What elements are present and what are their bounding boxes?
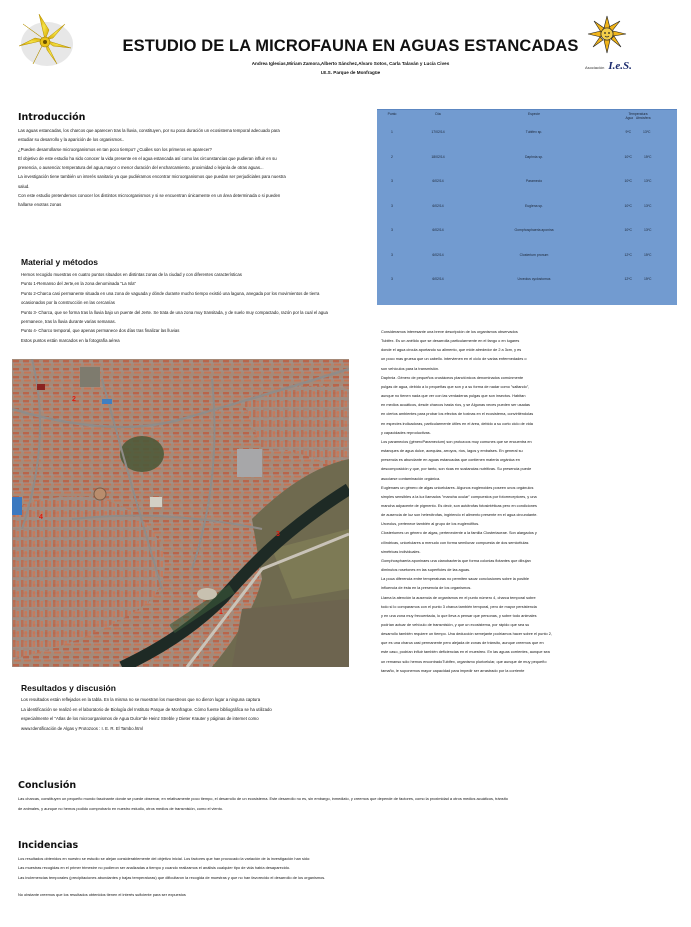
intro-heading: Introducción bbox=[18, 112, 86, 123]
th-atmosfera: Atmósfera bbox=[635, 116, 651, 120]
desc-line: en medios acuáticos, desde charcos hasta ríos, y se Algunas veces pueden ser usadas bbox=[381, 403, 530, 408]
map-marker-1: 1 bbox=[219, 609, 223, 616]
cell-agua: 10ºC bbox=[624, 228, 632, 233]
table-row bbox=[377, 267, 677, 292]
desc-line: Urceolus, pertenece también al grupo de los euglenófitos. bbox=[381, 522, 480, 527]
desc-line: Gomphosphaeria aponinaes una cianobacteria que forma colonias flotantes que dibujan bbox=[381, 558, 531, 563]
results-section bbox=[21, 683, 341, 733]
desc-line: y capacidades reproductivas. bbox=[381, 430, 431, 435]
desc-line: tamaño, le suponemos mayor capacidad para impedir ser arrastrado por la corriente bbox=[381, 668, 525, 673]
desc-line: influencia de ésta en la presencia de los organismos. bbox=[381, 586, 472, 591]
desc-line: estanques de agua dulce, acequias, arroyos, ríos, lagos y embalses. En general su bbox=[381, 449, 523, 454]
conclusion-line: Las charcas, constituyen un pequeño mundo fascinante donde se puede observar, en relativamente poco tiempo, el desarrollo de un ecosistema. Este desarrollo no es, sin embargo, inmediato, y creemos que depende de factores, como la proximidad a otros medios acuáticos, tránsito bbox=[18, 796, 508, 801]
desc-line: podrían actuar de vehículo de transmisión, y que un ecosistema, por rápido que sea su bbox=[381, 623, 530, 627]
cell-dia: 6/02/14 bbox=[432, 179, 444, 184]
desc-line: Euglenaes un género de algas unicelulares. Algunos euglenoides poseen unos orgánulos bbox=[381, 485, 534, 490]
desc-line: de ausencia de luz son heterótrofas, ingiriendo el alimento presente en el agua circundante. bbox=[381, 513, 538, 518]
cell-atm: 13ºC bbox=[644, 228, 652, 233]
cell-especie: Gomphosphaeria aponina bbox=[514, 228, 554, 233]
map-marker-3: 3 bbox=[276, 531, 280, 538]
desc-line: y en una zona muy frecuentada, lo que lleva a pensar que personas, y sobre todo animales bbox=[381, 613, 537, 618]
desc-line: en especies indicadoras, particularmente útiles en el área, debido a su corto ciclo de vida bbox=[381, 421, 533, 426]
cell-temps bbox=[599, 145, 677, 170]
table-row bbox=[377, 218, 677, 243]
aerial-city-image bbox=[12, 359, 349, 667]
intro-line: estudiar su desarrollo y la aparición de los organismos.. bbox=[18, 137, 125, 143]
cell-temps bbox=[599, 267, 677, 292]
cell-punto: 3 bbox=[391, 179, 393, 184]
cell-atm: 13ºC bbox=[644, 203, 652, 208]
desc-line: Los paramecios (géneroParamecium) son protozoos muy comunes que se encuentra en bbox=[381, 439, 532, 444]
cell-dia: 6/02/14 bbox=[432, 228, 444, 233]
incidences-closing: No obstante creemos que los resultados obtenidos tienen el interés suficiente para ser expuestos bbox=[18, 892, 186, 898]
results-heading: Resultados y discusión bbox=[21, 683, 116, 693]
school-name: I.E.S. Parque de Monfragüe bbox=[320, 70, 381, 75]
cell-punto: 2 bbox=[391, 154, 393, 159]
incidences-heading: Incidencias bbox=[18, 840, 79, 851]
th-agua: Agua bbox=[625, 116, 633, 120]
incidences-line: Los resultados obtenidos en nuestro se estudio se alejan considerablemente del objetivo inicial. Los factores que han provocado la variación de la investigación han sido: bbox=[18, 856, 311, 861]
association-brand: I.e.S. bbox=[608, 60, 632, 72]
methods-line: Punto 4- Charco temporal, que apenas permanece dos días tras finalizar las lluvias bbox=[21, 328, 180, 334]
incidences-line: Las inclemencias temporales (precipitaciones abundantes y bajas temperaturas) que dificultaron la recogida de muestras y que no han favorecido el desarrollo de los organismos. bbox=[18, 874, 326, 880]
th-dia: Día bbox=[435, 112, 441, 116]
desc-line: asociarse contaminación orgánica. bbox=[381, 476, 441, 481]
results-line: La identificación se realizó en el laboratorio de Biología del Instituto Parque de Monfragüe. Cómo fuente bibliográfica se ha utilizado bbox=[21, 706, 272, 712]
cell-agua: 12ºC bbox=[624, 252, 632, 257]
desc-line: Daphnia .Género de pequeños crustáceos planctónicos denominados comúnmente bbox=[381, 375, 524, 380]
conclusion-heading: Conclusión bbox=[18, 780, 77, 791]
desc-line: Llama la atención la ausencia de organismos en el punto número 4, charca temporal sobre bbox=[381, 595, 536, 600]
cell-agua: 9ºC bbox=[625, 130, 632, 135]
results-line: especialmente el "Atlas de los microorganismos de Agua Dulce"de Heinz Streble y Dieter Krauter y páginas de internet como bbox=[21, 716, 259, 722]
results-line: www.Identificación de Algas y Protozoos : I. E. R. El Tambo.html bbox=[21, 725, 143, 731]
th-temperatura-label: Temperatura bbox=[628, 112, 648, 116]
th-temperatura bbox=[599, 110, 677, 120]
results-line: Los resultados están reflejados en la tabla. En la misma no se muestran los muestreos que no dieron lugar a ninguna captura bbox=[21, 697, 261, 702]
cell-dia: 6/02/14 bbox=[432, 277, 444, 282]
table-row bbox=[377, 194, 677, 219]
methods-line: Punto 3- Charca, que se forma tras la lluvia bajo un puente del Jerte. Se trata de una zona muy transitada, y de suelo muy compactado, razón por la cual el agua bbox=[21, 309, 328, 315]
methods-line: Estos puntos están marcados en la fotografía aérea bbox=[21, 337, 120, 343]
cell-dia: 6/02/14 bbox=[432, 252, 444, 257]
cell-agua: 12ºC bbox=[624, 277, 632, 282]
methods-line: Punto 2-Charca casi permanente situada en una zona de vaguada y dónde durante mucho tiempo existió una laguna, anegada por los movimientos de tierra bbox=[21, 290, 320, 296]
desc-line: diminutos rosetones en las superficies de las aguas. bbox=[381, 568, 471, 573]
cell-especie: Closterium pronum bbox=[519, 252, 549, 257]
association-small-text: Asociación bbox=[585, 65, 605, 70]
table-row bbox=[377, 169, 677, 194]
cell-atm: 15ºC bbox=[644, 252, 652, 257]
conclusion-section bbox=[18, 780, 678, 814]
cell-dia: 18/02/14 bbox=[431, 154, 445, 159]
cell-especie: Paramecio bbox=[525, 179, 543, 184]
intro-line: La investigación tiene también un interés sanitario ya que pudiéramos encontrar microorganismos que puedan ser perjudiciales para nuestra bbox=[18, 174, 286, 180]
desc-line: simétricas individuales. bbox=[381, 549, 421, 554]
intro-line: presencia, o ausencia: temperatura del agua,mayor o menor duración del encharcamiento, proximidad o lejanía de otras aguas... bbox=[18, 165, 264, 171]
desc-line: mancha adyacente de pigmento. Es decir, son autótrofas fotosintéticas pero en condiciones bbox=[381, 503, 537, 508]
table-row bbox=[377, 145, 677, 170]
methods-line: Hemos recogido muestras en cuatro puntos situados en distintas zonas de la ciudad y con diferentes características bbox=[21, 272, 242, 277]
desc-line: en ciertos ambientes para probar los efectos de toxinas en el ecosistema, convirtiéndolas bbox=[381, 412, 534, 417]
desc-line: un remanso sólo hemos encontradoTubifex, organismo pluricelular, que aunque de muy pequeño bbox=[381, 659, 547, 664]
desc-line: cilíndricas, unicelulares a menudo con forma semilunar compuesta de dos semicélulas bbox=[381, 540, 529, 545]
desc-line: descomposición y que, por tanto, son ricas en sustancias nutritivas. Su presencia puede bbox=[381, 467, 532, 472]
table-row bbox=[377, 243, 677, 268]
intro-line: Con este estudio pretendemos conocer los distintos microorganismos y si se encuentran únicamente en un área determinada o si pueden bbox=[18, 193, 281, 199]
cell-temps bbox=[599, 120, 677, 145]
incidences-section bbox=[18, 840, 468, 900]
cell-atm: 15ºC bbox=[644, 277, 652, 282]
desc-line: Tubifex. Es un anélido que se desarrolla particularmente en el fango o en lugares bbox=[381, 339, 520, 344]
cell-punto: 3 bbox=[391, 252, 393, 257]
cell-agua: 10ºC bbox=[624, 154, 632, 159]
methods-line: Punto 1-Remanso del Jerte,en la zona denominada "La Isla" bbox=[21, 281, 137, 287]
cell-punto: 1 bbox=[391, 130, 393, 135]
aerial-photo bbox=[12, 359, 349, 667]
desc-line: todo si lo comparamos con el punto 3 charca también temporal, pero de mayor persistencia bbox=[381, 604, 537, 609]
desc-line: presencia es abundante en aguas estancadas que contienen materia orgánica en bbox=[381, 458, 520, 463]
desc-line: este caso, podrían influir también deficiencias en el muestreo. En las aguas corrientes, aunque sea bbox=[381, 650, 550, 655]
th-temp-sub bbox=[626, 116, 651, 120]
intro-line: El objetivo de este estudio ha sido conocer la vida presente en el agua estancada así como las circunstancias que pudieran influir en su bbox=[18, 155, 277, 161]
poster-title: ESTUDIO DE LA MICROFAUNA EN AGUAS ESTANCADAS bbox=[122, 37, 579, 55]
methods-heading: Material y métodos bbox=[21, 257, 98, 267]
intro-line: salud. bbox=[18, 183, 30, 189]
intro-line: Las aguas estancadas, los charcos que aparecen tras la lluvia, constituyen, por su poca duración un ecosistema temporal adecuado para bbox=[18, 128, 280, 133]
cell-especie: Urceolus cyclostomus bbox=[517, 277, 551, 282]
intro-section bbox=[18, 112, 340, 210]
association-label bbox=[585, 60, 632, 72]
methods-line: permanece, tras la lluvia durante varias semanas. bbox=[21, 319, 116, 325]
cell-dia: 17/02/14 bbox=[431, 130, 445, 135]
cell-agua: 10ºC bbox=[624, 203, 632, 208]
cell-punto: 3 bbox=[391, 203, 393, 208]
cell-atm: 15ºC bbox=[644, 154, 652, 159]
desc-line: desarrollo también requiere un tiempo. Una deducción semejante podríamos hacer sobre el punto 2, bbox=[381, 632, 552, 637]
desc-line: Consideramos interesante una breve descripción de los organismos observados bbox=[381, 330, 518, 334]
results-table bbox=[377, 109, 677, 305]
th-punto: Punto bbox=[387, 112, 397, 116]
cell-dia: 6/02/14 bbox=[432, 203, 444, 208]
map-marker-2: 2 bbox=[72, 396, 76, 403]
cell-atm: 13ºC bbox=[644, 179, 652, 184]
cell-especie: Daphnia sp. bbox=[524, 154, 544, 159]
th-especie: Especie bbox=[527, 112, 541, 116]
conclusion-line: de animales, y aunque no hemos podido comprobarlo en nuestro estudio, otros medios de transmisión, como el viento. bbox=[18, 806, 224, 811]
desc-line: La poca diferencia entre temperaturas no permiten sacar conclusiones sobre la posible bbox=[381, 577, 530, 582]
table-row bbox=[377, 120, 677, 145]
desc-line: son vehículos para la transmisión. bbox=[381, 366, 440, 371]
desc-line: donde el agua circula aportando su alimento, que mide alrededor de 2 a 3cm, y es bbox=[381, 348, 522, 353]
intro-line: hallarse enotras zonas bbox=[18, 202, 62, 208]
organism-descriptions bbox=[381, 328, 641, 676]
cell-especie: Euglena sp. bbox=[525, 203, 543, 208]
intro-line: ¿Pueden desarrollarse microorganismos en tan poco tiempo? ¿Cuáles son los primeros en aparecer? bbox=[18, 146, 212, 152]
methods-section bbox=[21, 257, 361, 345]
cell-temps bbox=[599, 243, 677, 268]
authors-line: Andrea Iglesias,Miriam Zamora,Alberto Sánchez,Alvaro Sotos, Carla Talaván y Lucía Cives bbox=[251, 61, 450, 66]
desc-line: un poco mas gruesa que un cabello. intervienen en el ciclo de varias enfermedades o bbox=[381, 357, 527, 362]
cell-temps bbox=[599, 218, 677, 243]
cell-especie: Tubifex sp. bbox=[525, 130, 543, 135]
cell-temps bbox=[599, 169, 677, 194]
sun-logo-icon bbox=[582, 14, 632, 56]
methods-line: ocasionados por la construcción en las cercanías bbox=[21, 300, 115, 306]
desc-line: pulgas de agua, debido a lo pequeñas que son y a su forma de nadar como "saltando", bbox=[381, 384, 530, 389]
desc-line: aunque no tienen nada que ver con las verdaderas pulgas que son insectos. Habitan bbox=[381, 394, 526, 399]
desc-line: que es una charca casi permanente pero alejada de zonas de tránsito, aunque creemos que en bbox=[381, 641, 544, 646]
cell-temps bbox=[599, 194, 677, 219]
map-marker-4: 4 bbox=[39, 514, 43, 521]
cell-atm: 13ºC bbox=[643, 130, 651, 135]
cell-punto: 3 bbox=[391, 228, 393, 233]
desc-line: simples sensibles a la luz llamados "mancha ocular" compuestos por fotorreceptores, y una bbox=[381, 494, 537, 499]
incidences-line: Las muestras recogidas en el primer trimestre no pudieron ser analizadas a tiempo y cuando realizamos el análisis cualquier tipo de vida había desaparecido. bbox=[18, 865, 291, 871]
desc-line: Closteriumes un género de algas, perteneciente a la familia Closteriaceae. Son alargados y bbox=[381, 531, 537, 536]
cell-agua: 10ºC bbox=[624, 179, 632, 184]
cell-punto: 3 bbox=[391, 277, 393, 282]
